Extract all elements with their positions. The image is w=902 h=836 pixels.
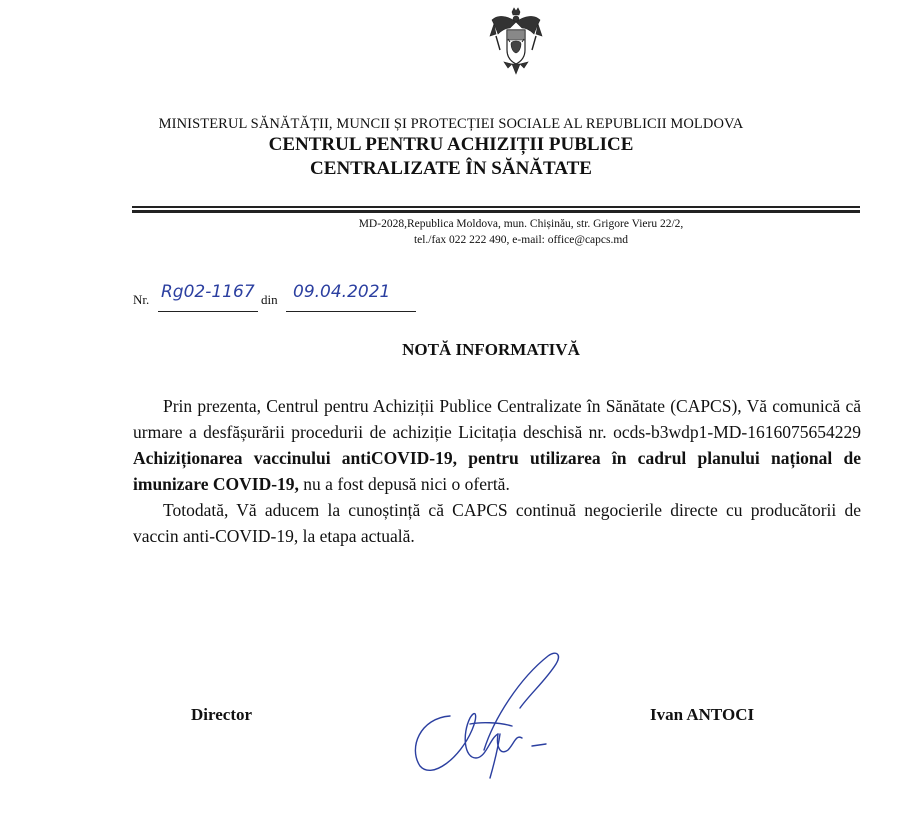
header-divider-thick — [132, 210, 860, 213]
signatory-role: Director — [191, 705, 253, 724]
institution-title-line-2: CENTRALIZATE ÎN SĂNĂTATE — [310, 158, 592, 179]
header-divider-thin — [132, 206, 860, 208]
signatory-name: Ivan ANTOCI — [650, 705, 755, 724]
handwritten-signature — [380, 638, 580, 798]
date-handwritten-value: 09.04.2021 — [293, 282, 391, 302]
procurement-subject: Achiziționarea vaccinului antiCOVID-19, pentru utilizarea în cadrul planului național de imunizare COVID-19, — [133, 448, 861, 494]
document-body — [133, 393, 861, 549]
nr-handwritten-value: Rg02-1167 — [161, 282, 255, 302]
institution-title-line-1: CENTRUL PENTRU ACHIZIȚII PUBLICE — [268, 134, 634, 155]
address-line: MD-2028,Republica Moldova, mun. Chișinău, str. Grigore Vieru 22/2, — [358, 218, 684, 230]
contact-line: tel./fax 022 222 490, e-mail: office@capcs.md — [413, 234, 629, 246]
document-title: NOTĂ INFORMATIVĂ — [402, 340, 580, 359]
paragraph-1: Prin prezenta, Centrul pentru Achiziții Publice Centralizate în Sănătate (CAPCS), Vă comunică că urmare a desfășurării procedurii de achiziție Licitația deschisă nr. ocds-b3wdp1-MD-1616075654229 Achiziționarea vaccinului antiCOVID-19, pentru utilizarea în cadrul planului național de imunizare COVID-19, nu a fost depusă nici o ofertă. — [133, 396, 861, 494]
nr-label: Nr. — [133, 292, 150, 307]
paragraph-2: Totodată, Vă aducem la cunoștință că CAPCS continuă negocierile directe cu producătorii de vaccin anti-COVID-19, la etapa actuală. — [133, 500, 861, 546]
date-underline — [286, 311, 416, 312]
coat-of-arms-emblem — [488, 6, 544, 80]
nr-underline — [158, 311, 258, 312]
din-label: din — [261, 292, 278, 307]
ministry-name: MINISTERUL SĂNĂTĂȚII, MUNCII ȘI PROTECȚIEI SOCIALE AL REPUBLICII MOLDOVA — [158, 116, 744, 132]
